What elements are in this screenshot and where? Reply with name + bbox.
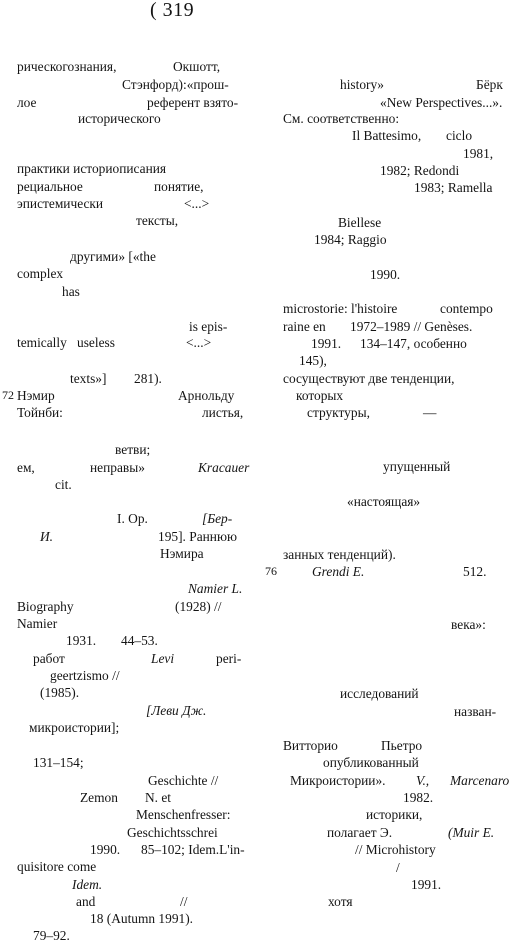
left-text: useless (77, 335, 115, 350)
left-text: Levi (151, 651, 175, 666)
left-text: понятие, (154, 179, 204, 194)
left-text: другими» [«the (70, 249, 156, 264)
right-text: полагает Э. (327, 825, 393, 840)
left-text: complex (17, 266, 64, 281)
page-number: ( 319 (150, 0, 195, 21)
left-text: texts»] (70, 371, 107, 386)
right-text: 145), (299, 353, 327, 368)
left-text: peri- (216, 651, 242, 666)
left-text: temically (17, 335, 67, 350)
left-text: Окшотт, (173, 59, 221, 74)
left-text: [Леви Дж. (146, 703, 207, 718)
left-text: рециальное (17, 179, 83, 194)
left-text: 195]. Раннюю (158, 529, 237, 544)
left-text: <...> (184, 196, 210, 211)
right-text: назван- (454, 704, 497, 719)
right-text: занных тенденций). (283, 547, 396, 562)
right-text: 1972–1989 // Genèses. (350, 319, 473, 334)
left-text: Нэмир (17, 388, 55, 403)
left-text: неправы» (90, 460, 145, 475)
right-text: 1983; Ramella (414, 180, 493, 195)
left-text: рическогознания, (17, 59, 117, 74)
left-text: Namier L. (188, 581, 243, 596)
right-text: века»: (451, 617, 486, 632)
right-text: ciclo (446, 128, 473, 143)
left-text: И. (40, 529, 54, 544)
right-text: 1991. (411, 877, 442, 892)
left-text: 281). (134, 371, 162, 386)
right-text: (Muir E. (448, 825, 495, 840)
left-text: 44–53. (121, 633, 158, 648)
right-text: Biellese (338, 215, 382, 230)
right-text: raine en (283, 319, 326, 334)
left-text: референт взято- (147, 95, 239, 110)
right-text: опубликованный (323, 755, 419, 770)
footnote-number: 72 (2, 388, 14, 402)
left-text: [Бер- (202, 511, 233, 526)
left-text: 18 (Autumn 1991). (90, 911, 194, 926)
right-text: Grendi E. (312, 564, 365, 579)
right-text: хотя (328, 894, 353, 909)
left-text: <...> (186, 335, 212, 350)
right-text: которых (296, 388, 344, 403)
left-text: Kracauer (198, 460, 250, 475)
right-text: V., (416, 773, 430, 788)
left-text: Тойнби: (17, 405, 63, 420)
left-text: 131–154; (33, 755, 84, 770)
right-text: // Microhistory (355, 842, 436, 857)
right-text: Пьетро (381, 738, 423, 753)
left-text: Zemon (80, 790, 118, 805)
right-text: 1982; Redondi (380, 163, 460, 178)
left-text: N. et (145, 790, 172, 805)
left-text: микроистории]; (29, 720, 120, 735)
left-text: 1990. (90, 842, 121, 857)
right-text: упущенный (383, 459, 451, 474)
right-text: «настоящая» (347, 494, 421, 509)
right-text: См. соответственно: (283, 111, 400, 126)
left-text: 79–92. (33, 928, 70, 943)
right-text: 1981, (463, 146, 494, 161)
left-text: (1928) // (175, 599, 222, 614)
left-text: работ (33, 651, 65, 666)
right-text: 1990. (370, 267, 401, 282)
left-text: Арнольду (178, 388, 235, 403)
right-text: 512. (463, 564, 487, 579)
right-text: Витторио (283, 738, 338, 753)
left-text: Biography (17, 599, 74, 614)
left-text: исторического (78, 111, 161, 126)
right-text: contempo (440, 301, 493, 316)
left-text: Idem. (72, 877, 103, 892)
left-text: листья, (202, 405, 244, 420)
right-text: 1984; Raggio (314, 232, 387, 247)
right-text: Marcenaro (450, 773, 510, 788)
left-text: Menschenfresser: (136, 807, 231, 822)
left-text: 85–102; Idem.L'in- (141, 842, 245, 857)
left-text: geertzismo // (50, 668, 120, 683)
left-text: Geschichte // (148, 773, 219, 788)
left-text: ветви; (115, 442, 151, 457)
left-text: Стэнфорд):«прош- (122, 77, 229, 92)
right-text: «New Perspectives...». (380, 95, 503, 110)
left-text: ем, (17, 460, 35, 475)
left-text: лое (17, 95, 37, 110)
right-text: — (423, 405, 437, 420)
right-text: microstorie: l'histoire (283, 301, 398, 316)
left-text: is epis- (189, 319, 228, 334)
left-text: has (62, 284, 80, 299)
left-text: Namier (17, 616, 58, 631)
right-text: 1991. (311, 336, 342, 351)
left-text: I. Op. (117, 511, 148, 526)
left-text: практики историописания (17, 161, 167, 176)
left-text: тексты, (136, 213, 179, 228)
right-text: исследований (340, 686, 419, 701)
right-text: 134–147, особенно (360, 336, 467, 351)
right-text: структуры, (307, 405, 370, 420)
left-text: Нэмира (160, 546, 204, 561)
left-text: // (180, 894, 188, 909)
left-text: 1931. (66, 633, 97, 648)
left-text: Geschichtsschrei (127, 825, 218, 840)
right-text: Il Battesimo, (352, 128, 422, 143)
right-text: history» (340, 77, 384, 92)
left-text: cit. (55, 477, 72, 492)
left-text: эпистемически (17, 196, 104, 211)
right-text: / (396, 860, 400, 875)
right-text: Микроистории». (290, 773, 386, 788)
right-text: историки, (366, 807, 423, 822)
right-text: 1982. (403, 790, 434, 805)
footnote-number: 76 (265, 564, 277, 578)
left-text: (1985). (40, 685, 80, 700)
right-text: сосуществуют две тенденции, (283, 371, 455, 386)
right-text: Бёрк (476, 77, 503, 92)
left-text: quisitore come (17, 859, 97, 874)
left-text: and (76, 894, 96, 909)
